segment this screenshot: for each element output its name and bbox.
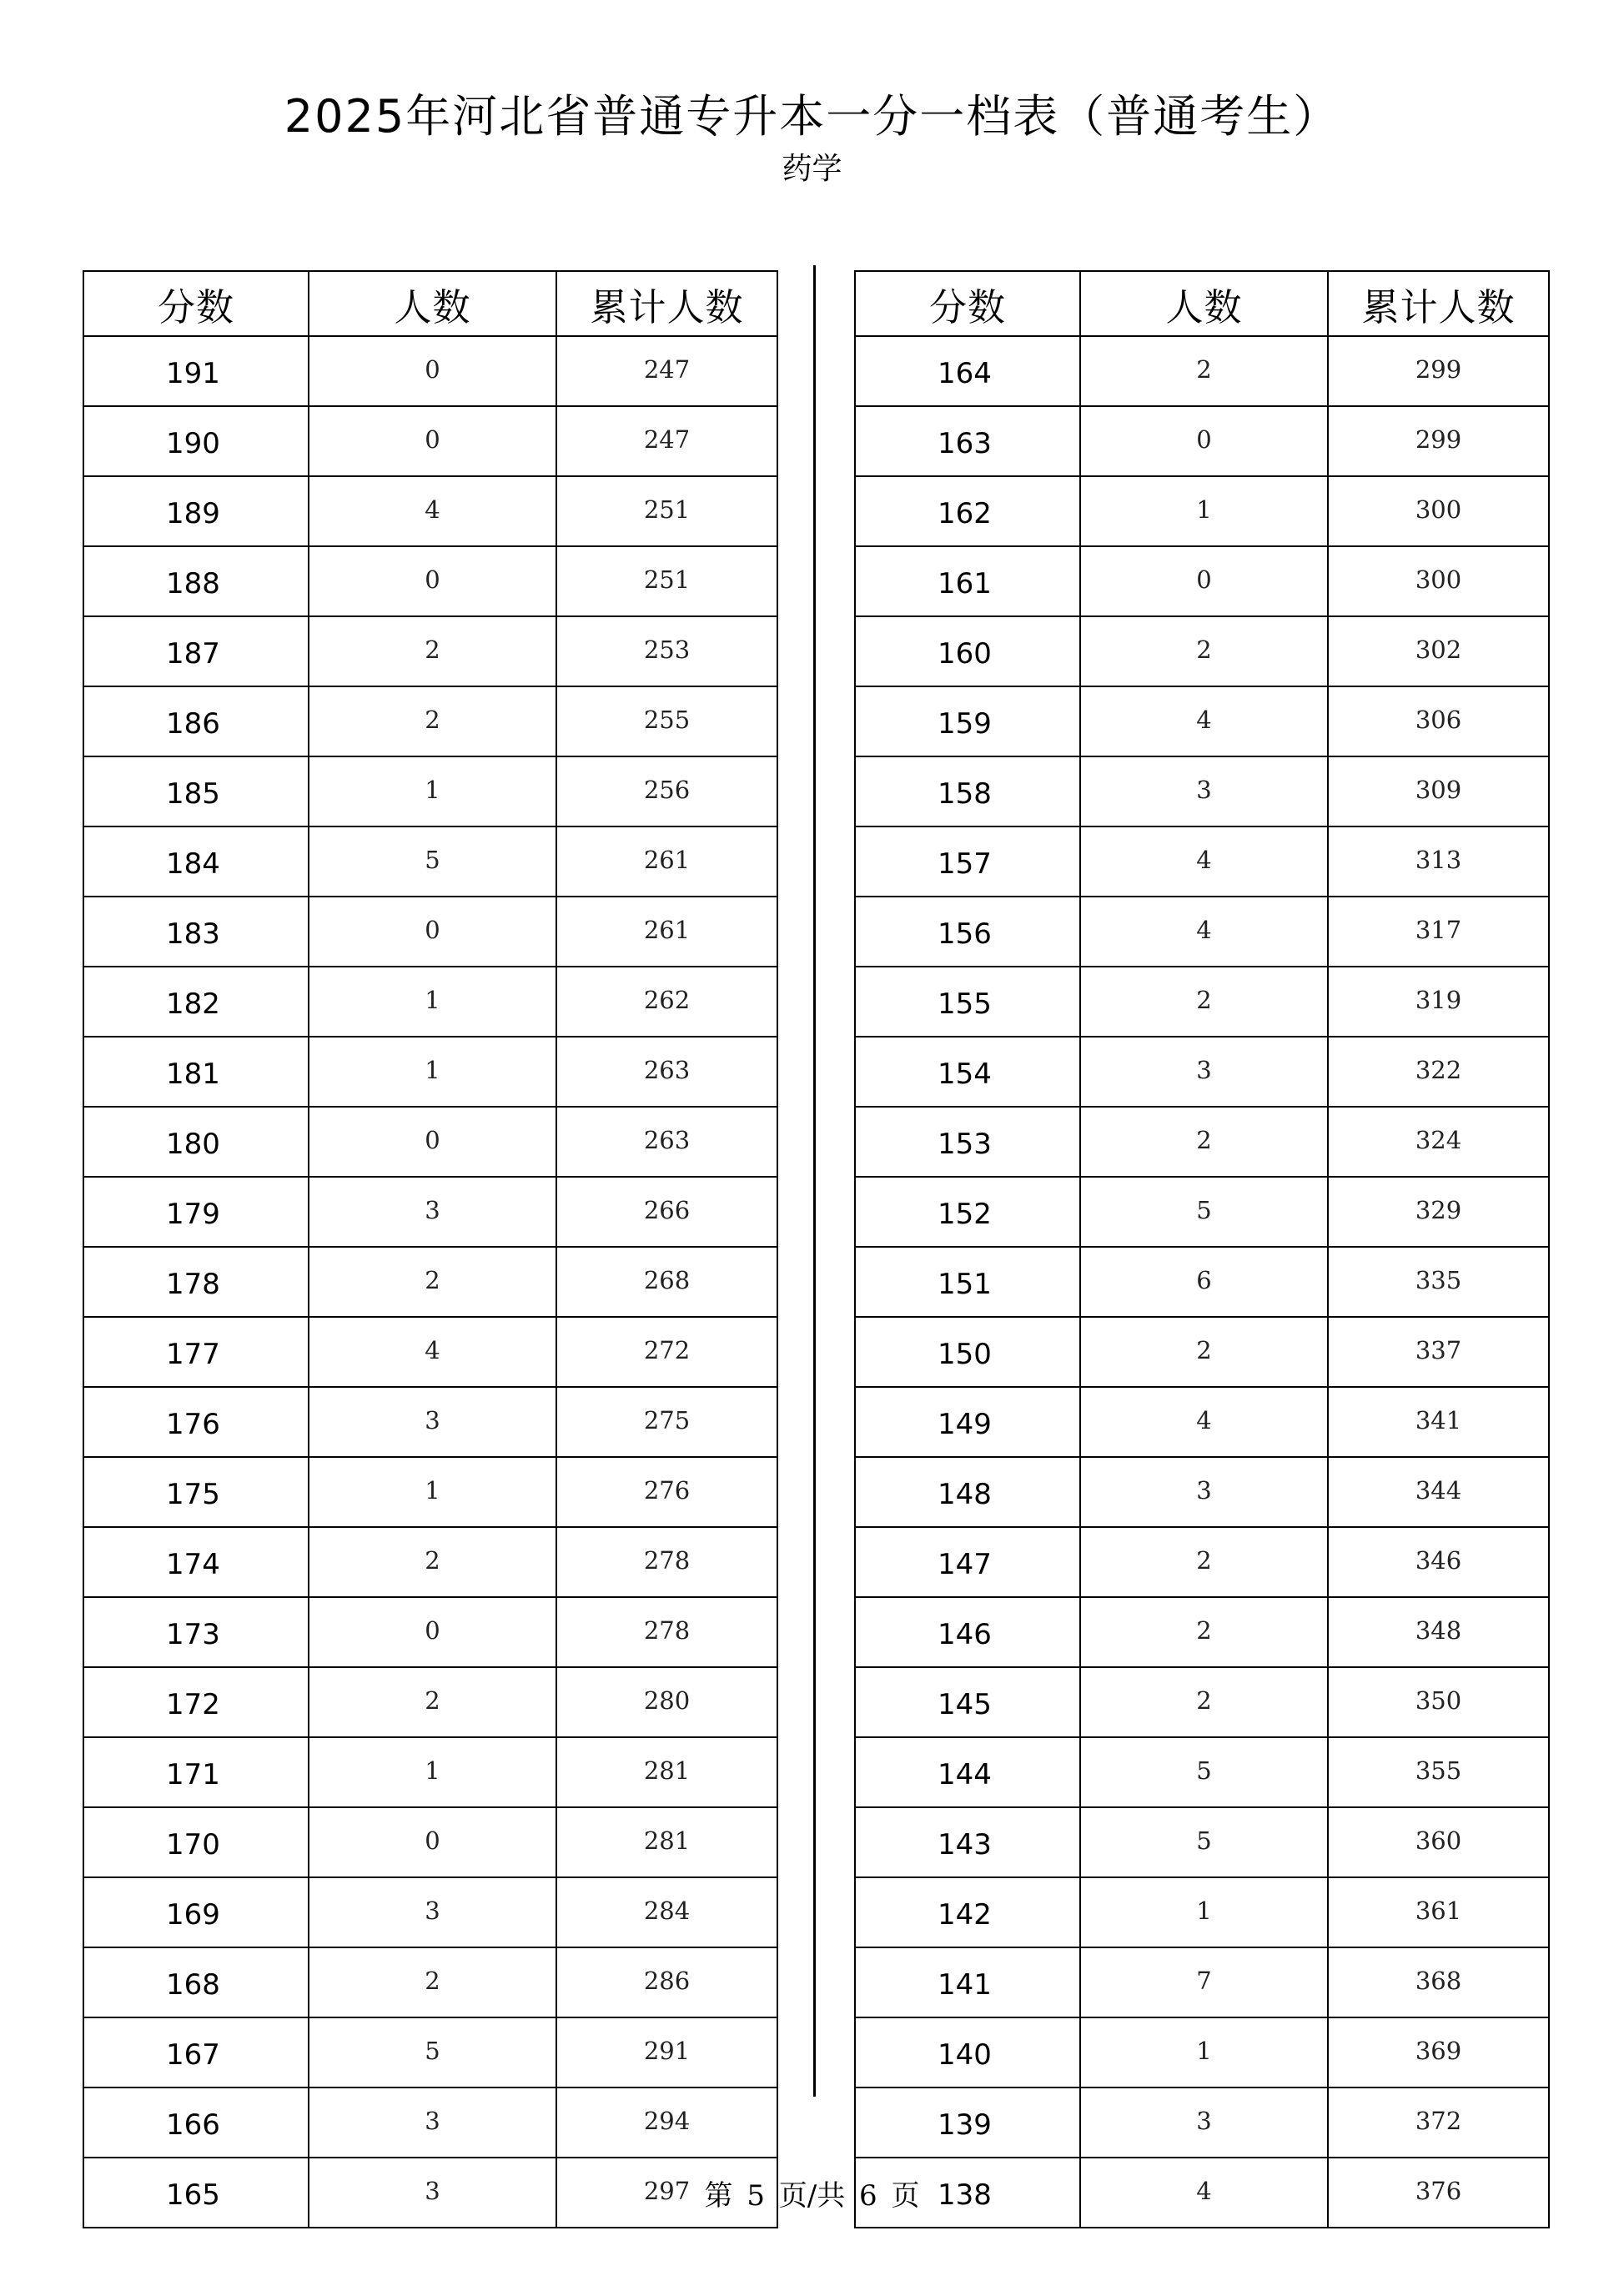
table-row [855, 1247, 1549, 1317]
count-cell: 3 [309, 1177, 556, 1247]
score-cell: 166 [83, 2088, 309, 2158]
count-cell: 2 [1080, 616, 1328, 686]
table-row [83, 1737, 777, 1807]
table-row [855, 1107, 1549, 1177]
count-cell: 5 [309, 826, 556, 897]
count-cell: 2 [1080, 1667, 1328, 1737]
table-row [855, 1037, 1549, 1107]
score-cell: 151 [855, 1247, 1080, 1317]
score-cell: 143 [855, 1807, 1080, 1877]
cum-cell: 313 [1328, 826, 1549, 897]
cum-cell: 280 [556, 1667, 777, 1737]
score-cell: 177 [83, 1317, 309, 1387]
table-row [855, 406, 1549, 476]
cum-cell: 255 [556, 686, 777, 756]
header-cumulative: 累计人数 [556, 271, 777, 336]
count-cell: 0 [309, 546, 556, 616]
count-cell: 0 [309, 1107, 556, 1177]
score-cell: 146 [855, 1597, 1080, 1667]
count-cell: 5 [1080, 1737, 1328, 1807]
score-cell: 184 [83, 826, 309, 897]
table-row [83, 897, 777, 967]
score-cell: 189 [83, 476, 309, 546]
score-cell: 160 [855, 616, 1080, 686]
count-cell: 2 [1080, 967, 1328, 1037]
count-cell: 3 [1080, 2088, 1328, 2158]
count-cell: 5 [309, 2017, 556, 2088]
score-cell: 187 [83, 616, 309, 686]
count-cell: 4 [1080, 686, 1328, 756]
table-row [855, 1807, 1549, 1877]
count-cell: 2 [1080, 1317, 1328, 1387]
score-cell: 188 [83, 546, 309, 616]
table-row [855, 1317, 1549, 1387]
table-row [83, 546, 777, 616]
table-row [855, 826, 1549, 897]
column-divider [813, 265, 816, 2097]
score-cell: 186 [83, 686, 309, 756]
cum-cell: 324 [1328, 1107, 1549, 1177]
score-cell: 172 [83, 1667, 309, 1737]
table-row [83, 1667, 777, 1737]
score-table-left [83, 270, 778, 2228]
table-row [855, 1457, 1549, 1527]
cum-cell: 368 [1328, 1947, 1549, 2017]
score-cell: 150 [855, 1317, 1080, 1387]
cum-cell: 302 [1328, 616, 1549, 686]
cum-cell: 376 [1328, 2158, 1549, 2228]
cum-cell: 360 [1328, 1807, 1549, 1877]
table-row [855, 1877, 1549, 1947]
table-row [83, 1877, 777, 1947]
document-title: 2025年河北省普通专升本一分一档表（普通考生） [284, 90, 1340, 143]
cum-cell: 344 [1328, 1457, 1549, 1527]
table-row [855, 1667, 1549, 1737]
cum-cell: 278 [556, 1527, 777, 1597]
cum-cell: 329 [1328, 1177, 1549, 1247]
cum-cell: 281 [556, 1737, 777, 1807]
score-cell: 140 [855, 2017, 1080, 2088]
cum-cell: 322 [1328, 1037, 1549, 1107]
table-row [83, 1317, 777, 1387]
table-body [855, 336, 1549, 2228]
score-cell: 165 [83, 2158, 309, 2228]
cum-cell: 247 [556, 336, 777, 406]
cum-cell: 291 [556, 2017, 777, 2088]
score-cell: 152 [855, 1177, 1080, 1247]
table-row [855, 686, 1549, 756]
count-cell: 5 [1080, 1177, 1328, 1247]
table-row [83, 686, 777, 756]
count-cell: 7 [1080, 1947, 1328, 2017]
table-row [855, 2088, 1549, 2158]
count-cell: 0 [309, 1807, 556, 1877]
score-cell: 169 [83, 1877, 309, 1947]
cum-cell: 247 [556, 406, 777, 476]
count-cell: 5 [1080, 1807, 1328, 1877]
count-cell: 2 [309, 686, 556, 756]
table-row [855, 1527, 1549, 1597]
cum-cell: 263 [556, 1037, 777, 1107]
count-cell: 1 [309, 1457, 556, 1527]
table-row [855, 336, 1549, 406]
table-row [855, 1177, 1549, 1247]
cum-cell: 335 [1328, 1247, 1549, 1317]
table-row [855, 2017, 1549, 2088]
score-cell: 153 [855, 1107, 1080, 1177]
table-row [83, 476, 777, 546]
cum-cell: 281 [556, 1807, 777, 1877]
count-cell: 1 [309, 967, 556, 1037]
score-cell: 176 [83, 1387, 309, 1457]
score-cell: 173 [83, 1597, 309, 1667]
score-cell: 185 [83, 756, 309, 826]
score-cell: 179 [83, 1177, 309, 1247]
table-row [855, 1597, 1549, 1667]
count-cell: 1 [309, 756, 556, 826]
header-row [855, 271, 1549, 336]
page-footer: 第 5 页/共 6 页 [704, 2179, 920, 2213]
score-cell: 145 [855, 1667, 1080, 1737]
score-table-right [854, 270, 1550, 2228]
count-cell: 4 [1080, 2158, 1328, 2228]
table-row [83, 1597, 777, 1667]
header-score: 分数 [83, 271, 309, 336]
count-cell: 4 [309, 1317, 556, 1387]
score-cell: 183 [83, 897, 309, 967]
table-row [83, 1107, 777, 1177]
cum-cell: 299 [1328, 336, 1549, 406]
table-row [83, 1527, 777, 1597]
cum-cell: 276 [556, 1457, 777, 1527]
cum-cell: 272 [556, 1317, 777, 1387]
count-cell: 2 [309, 616, 556, 686]
score-cell: 175 [83, 1457, 309, 1527]
count-cell: 2 [309, 1947, 556, 2017]
score-cell: 168 [83, 1947, 309, 2017]
cum-cell: 309 [1328, 756, 1549, 826]
cum-cell: 300 [1328, 546, 1549, 616]
table-row [83, 2088, 777, 2158]
count-cell: 1 [1080, 1877, 1328, 1947]
count-cell: 0 [309, 406, 556, 476]
table-row [83, 616, 777, 686]
count-cell: 2 [1080, 336, 1328, 406]
cum-cell: 266 [556, 1177, 777, 1247]
table-row [855, 1947, 1549, 2017]
count-cell: 4 [1080, 897, 1328, 967]
count-cell: 0 [1080, 546, 1328, 616]
cum-cell: 251 [556, 476, 777, 546]
table-row [855, 897, 1549, 967]
cum-cell: 299 [1328, 406, 1549, 476]
table-row [83, 826, 777, 897]
cum-cell: 286 [556, 1947, 777, 2017]
count-cell: 3 [309, 2158, 556, 2228]
score-cell: 181 [83, 1037, 309, 1107]
cum-cell: 319 [1328, 967, 1549, 1037]
cum-cell: 261 [556, 897, 777, 967]
table-row [855, 756, 1549, 826]
cum-cell: 346 [1328, 1527, 1549, 1597]
count-cell: 2 [309, 1247, 556, 1317]
table-row [855, 616, 1549, 686]
score-cell: 158 [855, 756, 1080, 826]
count-cell: 1 [309, 1737, 556, 1807]
table-row [855, 1737, 1549, 1807]
table-row [83, 1387, 777, 1457]
header-score: 分数 [855, 271, 1080, 336]
table-row [83, 756, 777, 826]
count-cell: 6 [1080, 1247, 1328, 1317]
cum-cell: 361 [1328, 1877, 1549, 1947]
table-row [83, 1807, 777, 1877]
count-cell: 0 [309, 1597, 556, 1667]
table-row [855, 476, 1549, 546]
table-row [855, 1387, 1549, 1457]
count-cell: 3 [309, 1877, 556, 1947]
score-cell: 167 [83, 2017, 309, 2088]
count-cell: 3 [1080, 756, 1328, 826]
table-row [83, 1247, 777, 1317]
cum-cell: 337 [1328, 1317, 1549, 1387]
table-row [83, 336, 777, 406]
score-cell: 171 [83, 1737, 309, 1807]
score-cell: 178 [83, 1247, 309, 1317]
cum-cell: 355 [1328, 1737, 1549, 1807]
table-header [83, 271, 777, 336]
table-row [83, 1037, 777, 1107]
header-count: 人数 [309, 271, 556, 336]
header-row [83, 271, 777, 336]
cum-cell: 251 [556, 546, 777, 616]
count-cell: 2 [1080, 1107, 1328, 1177]
cum-cell: 300 [1328, 476, 1549, 546]
score-cell: 155 [855, 967, 1080, 1037]
score-cell: 141 [855, 1947, 1080, 2017]
table-row [855, 967, 1549, 1037]
count-cell: 2 [309, 1527, 556, 1597]
cum-cell: 284 [556, 1877, 777, 1947]
cum-cell: 306 [1328, 686, 1549, 756]
score-cell: 149 [855, 1387, 1080, 1457]
cum-cell: 262 [556, 967, 777, 1037]
cum-cell: 372 [1328, 2088, 1549, 2158]
score-cell: 170 [83, 1807, 309, 1877]
score-cell: 147 [855, 1527, 1080, 1597]
score-cell: 162 [855, 476, 1080, 546]
cum-cell: 253 [556, 616, 777, 686]
table-row [83, 406, 777, 476]
score-cell: 180 [83, 1107, 309, 1177]
score-cell: 164 [855, 336, 1080, 406]
cum-cell: 256 [556, 756, 777, 826]
count-cell: 3 [1080, 1037, 1328, 1107]
score-cell: 139 [855, 2088, 1080, 2158]
table-header [855, 271, 1549, 336]
score-cell: 157 [855, 826, 1080, 897]
cum-cell: 369 [1328, 2017, 1549, 2088]
cum-cell: 297 [556, 2158, 777, 2228]
count-cell: 3 [309, 1387, 556, 1457]
count-cell: 3 [1080, 1457, 1328, 1527]
score-cell: 154 [855, 1037, 1080, 1107]
count-cell: 0 [1080, 406, 1328, 476]
cum-cell: 275 [556, 1387, 777, 1457]
cum-cell: 341 [1328, 1387, 1549, 1457]
score-cell: 190 [83, 406, 309, 476]
table-row [83, 1457, 777, 1527]
table-row [83, 967, 777, 1037]
table-row [855, 546, 1549, 616]
count-cell: 4 [1080, 826, 1328, 897]
cum-cell: 317 [1328, 897, 1549, 967]
cum-cell: 263 [556, 1107, 777, 1177]
count-cell: 0 [309, 336, 556, 406]
table-row [83, 1947, 777, 2017]
count-cell: 1 [309, 1037, 556, 1107]
count-cell: 3 [309, 2088, 556, 2158]
count-cell: 2 [1080, 1527, 1328, 1597]
count-cell: 1 [1080, 2017, 1328, 2088]
cum-cell: 278 [556, 1597, 777, 1667]
table-row [83, 1177, 777, 1247]
table-row [83, 2017, 777, 2088]
header-cumulative: 累计人数 [1328, 271, 1549, 336]
cum-cell: 348 [1328, 1597, 1549, 1667]
count-cell: 0 [309, 897, 556, 967]
cum-cell: 261 [556, 826, 777, 897]
score-cell: 144 [855, 1737, 1080, 1807]
header-count: 人数 [1080, 271, 1328, 336]
count-cell: 2 [1080, 1597, 1328, 1667]
score-cell: 191 [83, 336, 309, 406]
score-cell: 182 [83, 967, 309, 1037]
score-cell: 174 [83, 1527, 309, 1597]
count-cell: 4 [309, 476, 556, 546]
score-cell: 161 [855, 546, 1080, 616]
count-cell: 2 [309, 1667, 556, 1737]
count-cell: 1 [1080, 476, 1328, 546]
cum-cell: 350 [1328, 1667, 1549, 1737]
cum-cell: 268 [556, 1247, 777, 1317]
score-cell: 159 [855, 686, 1080, 756]
score-cell: 138 [855, 2158, 1080, 2228]
score-cell: 142 [855, 1877, 1080, 1947]
score-cell: 163 [855, 406, 1080, 476]
cum-cell: 294 [556, 2088, 777, 2158]
score-cell: 148 [855, 1457, 1080, 1527]
score-cell: 156 [855, 897, 1080, 967]
document-subtitle: 药学 [782, 152, 842, 186]
count-cell: 4 [1080, 1387, 1328, 1457]
table-body [83, 336, 777, 2228]
